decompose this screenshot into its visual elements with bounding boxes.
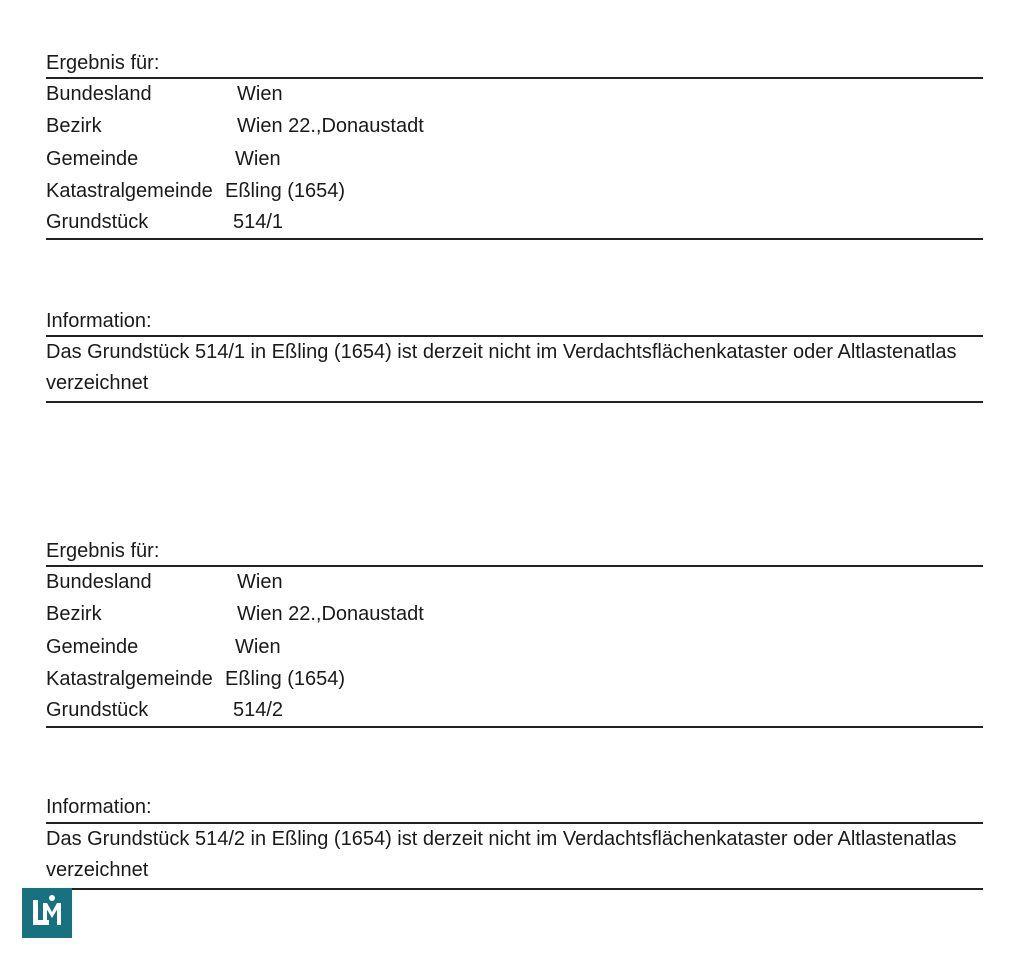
row-value: 514/2 xyxy=(233,699,284,721)
table-row xyxy=(46,667,983,691)
row-value: 514/1 xyxy=(233,211,284,233)
row-label: Bundesland xyxy=(46,571,152,593)
row-value: Wien xyxy=(237,83,283,105)
row-label: Grundstück xyxy=(46,699,149,721)
table-row xyxy=(46,82,983,106)
info-text: Das Grundstück 514/2 in Eßling (1654) ist derzeit nicht im Verdachtsflächenkataster oder Altlastenatlas verzeichnet xyxy=(46,828,957,881)
result-heading: Ergebnis für: xyxy=(46,540,160,562)
divider xyxy=(46,238,983,240)
row-value: Wien xyxy=(237,571,283,593)
row-label: Grundstück xyxy=(46,211,149,233)
logo-mark xyxy=(22,888,72,938)
info-text: Das Grundstück 514/1 in Eßling (1654) ist derzeit nicht im Verdachtsflächenkataster oder Altlastenatlas verzeichnet xyxy=(46,341,957,394)
divider xyxy=(46,565,983,567)
row-label: Katastralgemeinde xyxy=(46,180,213,202)
divider xyxy=(46,888,983,890)
row-label: Gemeinde xyxy=(46,636,139,658)
table-row xyxy=(46,698,983,722)
row-label: Bundesland xyxy=(46,83,152,105)
row-label: Gemeinde xyxy=(46,148,139,170)
row-value: Eßling (1654) xyxy=(225,180,346,202)
divider xyxy=(46,401,983,403)
row-label: Katastralgemeinde xyxy=(46,668,213,690)
row-label: Bezirk xyxy=(46,115,102,137)
result-heading: Ergebnis für: xyxy=(46,52,160,74)
row-value: Wien xyxy=(235,148,281,170)
divider xyxy=(46,77,983,79)
info-heading: Information: xyxy=(46,310,152,332)
row-value: Wien xyxy=(235,636,281,658)
table-row xyxy=(46,114,983,138)
table-row xyxy=(46,635,983,659)
row-value: Wien 22.,Donaustadt xyxy=(237,115,424,137)
row-label: Bezirk xyxy=(46,603,102,625)
table-row xyxy=(46,570,983,594)
row-value: Eßling (1654) xyxy=(225,668,346,690)
table-row xyxy=(46,147,983,171)
table-row xyxy=(46,210,983,234)
divider xyxy=(46,726,983,728)
info-heading: Information: xyxy=(46,796,152,818)
table-row xyxy=(46,179,983,203)
row-value: Wien 22.,Donaustadt xyxy=(237,603,424,625)
table-row xyxy=(46,602,983,626)
logo-icon xyxy=(22,888,72,938)
